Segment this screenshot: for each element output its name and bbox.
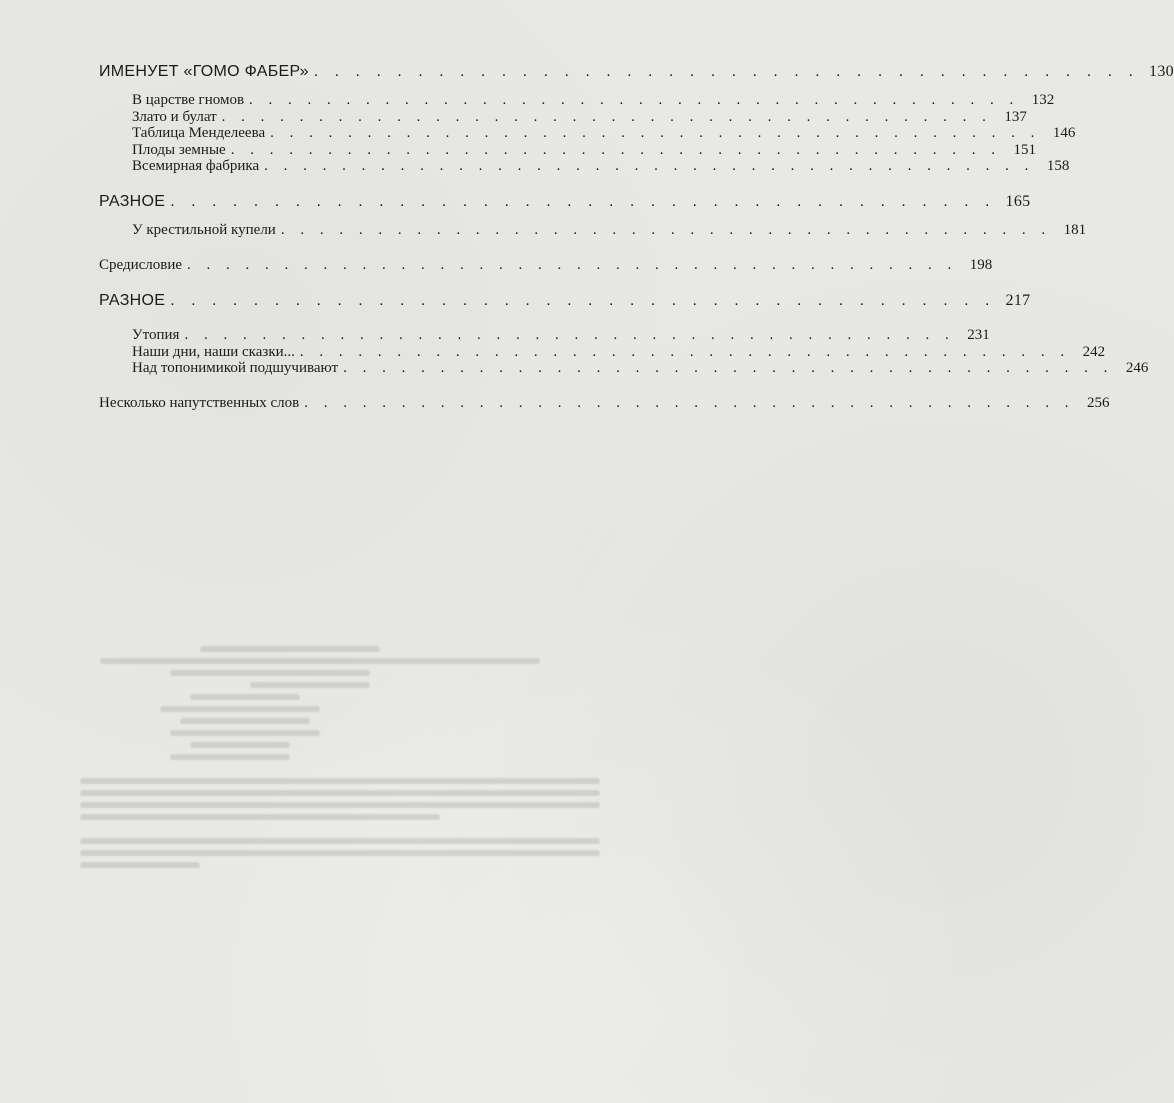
bleed-line	[80, 814, 440, 820]
entry-title: Средисловие	[99, 257, 183, 273]
page-number: 130	[1149, 63, 1174, 80]
bleed-line	[180, 718, 310, 724]
bleed-line	[80, 790, 600, 796]
subitem-title: Над топонимикой подшучивают	[132, 360, 339, 376]
toc-subitem	[99, 360, 1149, 376]
bleed-line	[80, 850, 600, 856]
bleed-line	[170, 670, 370, 676]
toc-section	[99, 63, 1174, 174]
toc-subitems	[99, 327, 1149, 376]
toc-subitem	[99, 158, 1070, 174]
toc-subitem	[99, 125, 1076, 141]
bleed-through-imprint	[60, 640, 620, 874]
leader-dots: . . . . . . . . . . . . . . . . . . . . . . . . . . . . . . . . . . . . . . . .	[299, 343, 1071, 360]
bleed-line	[190, 694, 300, 700]
leader-dots: . . . . . . . . . . . . . . . . . . . . . . . . . . . . . . . . . . . . . . . .	[230, 141, 1001, 158]
page-number: 246	[1125, 360, 1149, 376]
toc-section	[99, 257, 993, 273]
subitem-title: Плоды земные	[132, 141, 226, 158]
subitem-title: Таблица Менделеева	[132, 125, 266, 141]
section-title: РАЗНОЕ	[99, 193, 166, 210]
toc-section	[99, 292, 1149, 376]
toc-subitem	[99, 108, 1027, 125]
bleed-line	[80, 862, 200, 868]
leader-dots: . . . . . . . . . . . . . . . . . . . . . . . . . . . . . . . . . . . . . . . .	[343, 360, 1114, 376]
leader-dots: . . . . . . . . . . . . . . . . . . . . . . . . . . . . . . . . . . . . . . . .	[270, 125, 1041, 141]
leader-dots: . . . . . . . . . . . . . . . . . . . . . . . . . . . . . . . . . . . . . . . .	[280, 222, 1052, 238]
toc-section-heading	[99, 193, 1031, 210]
page-number: 146	[1052, 125, 1076, 141]
leader-dots: . . . . . . . . . . . . . . . . . . . . . . . . . . . . . . . . . . . . . . . .	[221, 108, 992, 125]
toc-section-heading	[99, 63, 1174, 80]
subitem-title: Утопия	[132, 327, 180, 343]
toc-subitem	[99, 343, 1106, 360]
leader-dots: . . . . . . . . . . . . . . . . . . . . . . . . . . . . . . . . . . . . . . . .	[187, 257, 958, 273]
page-number: 256	[1086, 395, 1110, 411]
leader-dots: . . . . . . . . . . . . . . . . . . . . . . . . . . . . . . . . . . . . . . . .	[249, 92, 1020, 108]
bleed-line	[170, 754, 290, 760]
entry-title: Несколько напутственных слов	[99, 395, 300, 411]
toc-section	[99, 395, 1110, 411]
bleed-line	[190, 742, 290, 748]
leader-dots: . . . . . . . . . . . . . . . . . . . . . . . . . . . . . . . . . . . . . . . .	[313, 63, 1139, 80]
page-number: 132	[1031, 92, 1055, 108]
toc-entry	[99, 395, 1110, 411]
page-number: 151	[1013, 141, 1036, 158]
toc-section-heading	[99, 292, 1031, 309]
subitem-title: Наши дни, наши сказки...	[132, 343, 295, 360]
toc-section	[99, 193, 1087, 238]
toc-subitems	[99, 92, 1076, 174]
bleed-line	[170, 730, 320, 736]
toc-subitem	[99, 327, 990, 343]
toc-subitem	[99, 141, 1036, 158]
subitem-title: Злато и булат	[132, 108, 217, 125]
toc-subitem	[99, 92, 1055, 108]
leader-dots: . . . . . . . . . . . . . . . . . . . . . . . . . . . . . . . . . . . . . . . .	[170, 292, 996, 309]
bleed-line	[80, 802, 600, 808]
bleed-line	[100, 658, 540, 664]
page-number: 165	[1005, 193, 1031, 210]
page-number: 181	[1063, 222, 1087, 238]
subitem-title: Всемирная фабрика	[132, 158, 260, 174]
page-number: 217	[1005, 292, 1031, 309]
leader-dots: . . . . . . . . . . . . . . . . . . . . . . . . . . . . . . . . . . . . . . . .	[184, 327, 955, 343]
page-number: 242	[1082, 343, 1106, 360]
toc-entry	[99, 257, 993, 273]
subitem-title: У крестильной купели	[132, 222, 276, 238]
table-of-contents	[99, 63, 1174, 431]
page-number: 158	[1046, 158, 1070, 174]
bleed-line	[250, 682, 370, 688]
toc-subitem	[99, 222, 1087, 238]
leader-dots: . . . . . . . . . . . . . . . . . . . . . . . . . . . . . . . . . . . . . . . .	[264, 158, 1035, 174]
bleed-line	[160, 706, 320, 712]
subitem-title: В царстве гномов	[132, 92, 245, 108]
toc-subitems	[99, 222, 1087, 238]
leader-dots: . . . . . . . . . . . . . . . . . . . . . . . . . . . . . . . . . . . . . . . .	[170, 193, 996, 210]
page-number: 231	[967, 327, 990, 343]
section-title: РАЗНОЕ	[99, 292, 166, 309]
leader-dots: . . . . . . . . . . . . . . . . . . . . . . . . . . . . . . . . . . . . . . . .	[304, 395, 1075, 411]
section-title: ИМЕНУЕТ «ГОМО ФАБЕР»	[99, 63, 309, 80]
bleed-line	[80, 838, 600, 844]
bleed-line	[200, 646, 380, 652]
bleed-line	[80, 778, 600, 784]
page-number: 137	[1004, 108, 1027, 125]
page-number: 198	[969, 257, 993, 273]
